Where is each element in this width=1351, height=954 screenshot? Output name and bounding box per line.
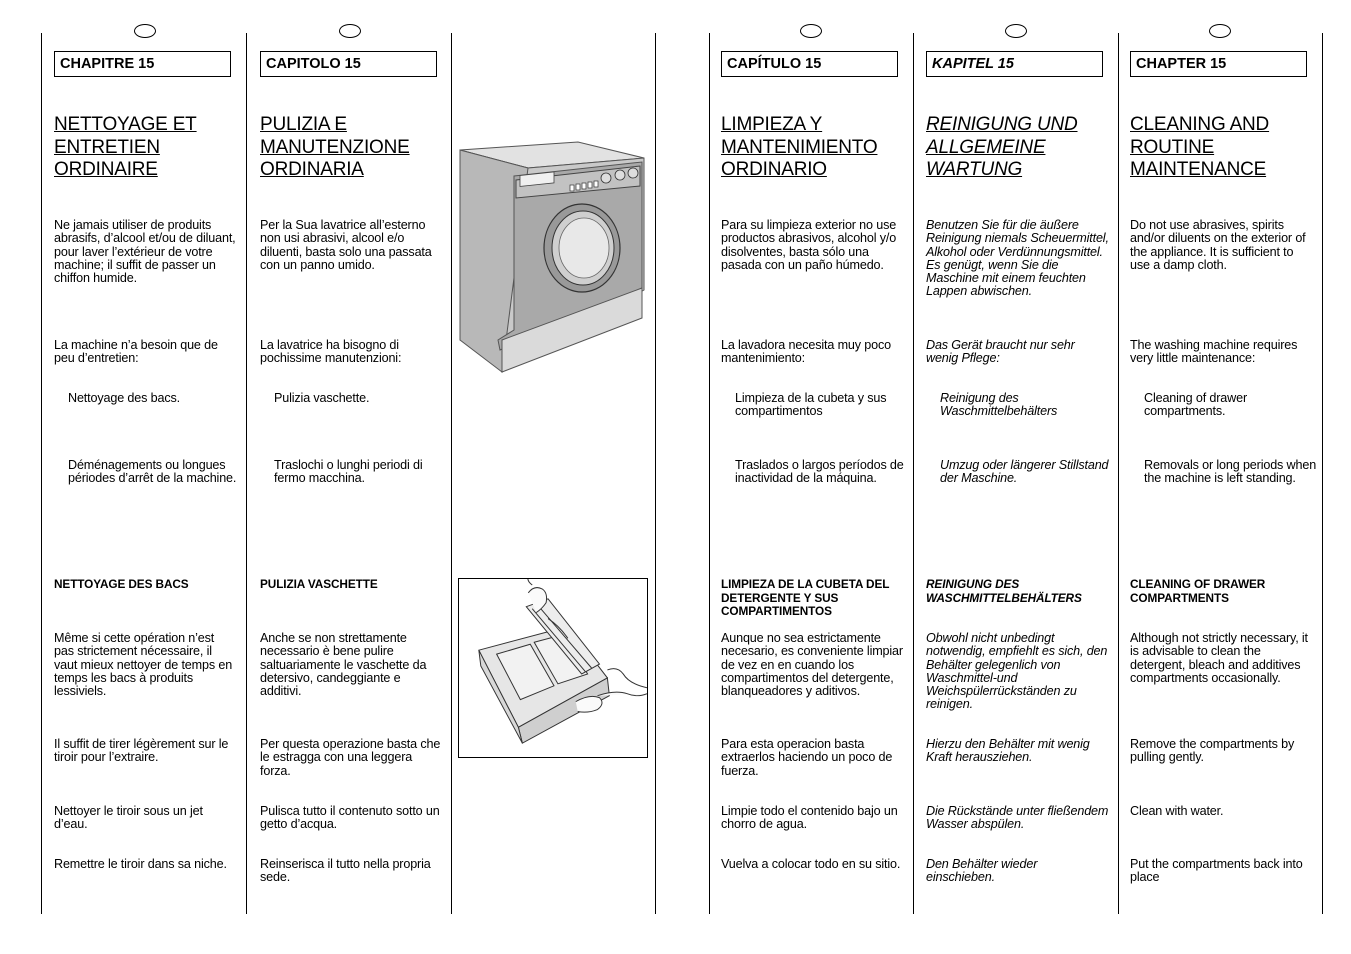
column-italian	[260, 0, 444, 954]
list-item: Limpieza de la cubeta y sus compartimentos	[735, 391, 887, 419]
list-item: Umzug oder längerer Stillstand der Maschine.	[940, 458, 1109, 486]
intro-paragraph: Benutzen Sie für die äußere Reinigung niemals Scheuermittel, Alkohol oder Verdünnungsmittel. Es genügt, wenn Sie die Maschine mit einem feuchten Lappen abwischen.	[926, 218, 1109, 299]
maintenance-needs-paragraph: La lavadora necesita muy poco mantenimiento:	[721, 338, 891, 366]
list-item: Pulizia vaschette.	[274, 391, 370, 405]
drawer-paragraph: Anche se non strettamente necessario è bene pulire saltuariamente le vaschette da detersivo, candeggiante e additivi.	[260, 631, 427, 699]
section-title: REINIGUNG UND ALLGEMEINE WARTUNG	[926, 114, 1078, 180]
pull-paragraph: Hierzu den Behälter mit wenig Kraft herausziehen.	[926, 737, 1090, 765]
chapter-label: CAPÍTULO 15	[721, 51, 898, 77]
replace-paragraph: Put the compartments back into place	[1130, 857, 1303, 885]
drawer-paragraph: Même si cette opération n’est pas strictement nécessaire, il vaut mieux nettoyer de temps en temps les bacs à produits lessiviels.	[54, 631, 233, 699]
section-title: CLEANING AND ROUTINE MAINTENANCE	[1130, 114, 1270, 180]
column-spanish	[721, 0, 905, 954]
drawer-paragraph: Obwohl nicht unbedingt notwendig, empfiehlt es sich, den Behälter gelegenlich von Waschmittel-und Weichspülerrückständen zu reinigen.	[926, 631, 1108, 712]
subsection-heading: REINIGUNG DES WASCHMITTELBEHÄLTERS	[926, 577, 1082, 605]
pull-paragraph: Il suffit de tirer légèrement sur le tiroir pour l’extraire.	[54, 737, 229, 765]
column-divider	[41, 33, 42, 914]
detergent-drawer-illustration	[458, 578, 648, 758]
list-item: Reinigung des Waschmittelbehälters	[940, 391, 1058, 419]
section-title: LIMPIEZA Y MANTENIMIENTO ORDINARIO	[721, 114, 878, 180]
replace-paragraph: Reinserisca il tutto nella propria sede.	[260, 857, 431, 885]
drawer-paragraph: Aunque no sea estrictamente necesario, es conveniente limpiar de vez en en cuando los compartimentos del detergente, blanqueadores y aditivos.	[721, 631, 903, 699]
maintenance-needs-paragraph: La machine n’a besoin que de peu d’entretien:	[54, 338, 218, 366]
washing-machine-illustration	[458, 140, 648, 376]
clean-paragraph: Clean with water.	[1130, 804, 1224, 818]
list-item: Déménagements ou longues périodes d’arrêt de la machine.	[68, 458, 237, 486]
intro-paragraph: Ne jamais utiliser de produits abrasifs, d’alcool et/ou de diluant, pour laver l’extérieur de votre machine; il suffit de passer un chiffon humide.	[54, 218, 236, 286]
pull-paragraph: Para esta operacion basta extraerlos haciendo un poco de fuerza.	[721, 737, 893, 778]
replace-paragraph: Den Behälter wieder einschieben.	[926, 857, 1038, 885]
intro-paragraph: Per la Sua lavatrice all’esterno non usi abrasivi, alcool e/o diluenti, basta solo una passata con un panno umido.	[260, 218, 432, 272]
pull-paragraph: Per questa operazione basta che le estragga con una leggera forza.	[260, 737, 441, 778]
subsection-heading: CLEANING OF DRAWER COMPARTMENTS	[1130, 577, 1266, 605]
list-item: Traslados o largos períodos de inactividad de la máquina.	[735, 458, 904, 486]
list-item: Nettoyage des bacs.	[68, 391, 180, 405]
column-english	[1130, 0, 1317, 954]
chapter-label: CHAPTER 15	[1130, 51, 1307, 77]
list-item: Cleaning of drawer compartments.	[1144, 391, 1248, 419]
clean-paragraph: Pulisca tutto il contenuto sotto un getto d’acqua.	[260, 804, 440, 832]
chapter-label: CAPITOLO 15	[260, 51, 437, 77]
maintenance-needs-paragraph: The washing machine requires very little maintenance:	[1130, 338, 1298, 366]
list-item: Removals or long periods when the machine is left standing.	[1144, 458, 1317, 486]
column-divider	[709, 33, 710, 914]
clean-paragraph: Nettoyer le tiroir sous un jet d’eau.	[54, 804, 203, 832]
maintenance-needs-paragraph: Das Gerät braucht nur sehr wenig Pflege:	[926, 338, 1075, 366]
pull-paragraph: Remove the compartments by pulling gently.	[1130, 737, 1295, 765]
column-divider	[655, 33, 656, 914]
replace-paragraph: Remettre le tiroir dans sa niche.	[54, 857, 227, 871]
clean-paragraph: Die Rückstände unter fließendem Wasser abspülen.	[926, 804, 1109, 832]
chapter-label: CHAPITRE 15	[54, 51, 231, 77]
list-item: Traslochi o lunghi periodi di fermo macchina.	[274, 458, 423, 486]
intro-paragraph: Para su limpieza exterior no use productos abrasivos, alcohol y/o disolventes, basta sólo una pasada con un paño húmedo.	[721, 218, 897, 272]
intro-paragraph: Do not use abrasives, spirits and/or diluents on the exterior of the appliance. It is sufficient to use a damp cloth.	[1130, 218, 1306, 272]
drawer-paragraph: Although not strictly necessary, it is advisable to clean the detergent, bleach and additives compartments occasionally.	[1130, 631, 1308, 685]
column-french	[54, 0, 238, 954]
section-title: PULIZIA E MANUTENZIONE ORDINARIA	[260, 114, 410, 180]
subsection-heading: NETTOYAGE DES BACS	[54, 577, 189, 591]
section-title: NETTOYAGE ET ENTRETIEN ORDINAIRE	[54, 114, 197, 180]
maintenance-needs-paragraph: La lavatrice ha bisogno di pochissime manutenzioni:	[260, 338, 402, 366]
subsection-heading: LIMPIEZA DE LA CUBETA DEL DETERGENTE Y SUS COMPARTIMENTOS	[721, 577, 890, 619]
column-german	[926, 0, 1112, 954]
chapter-label: KAPITEL 15	[926, 51, 1103, 77]
replace-paragraph: Vuelva a colocar todo en su sitio.	[721, 857, 901, 871]
subsection-heading: PULIZIA VASCHETTE	[260, 577, 378, 591]
clean-paragraph: Limpie todo el contenido bajo un chorro de agua.	[721, 804, 898, 832]
